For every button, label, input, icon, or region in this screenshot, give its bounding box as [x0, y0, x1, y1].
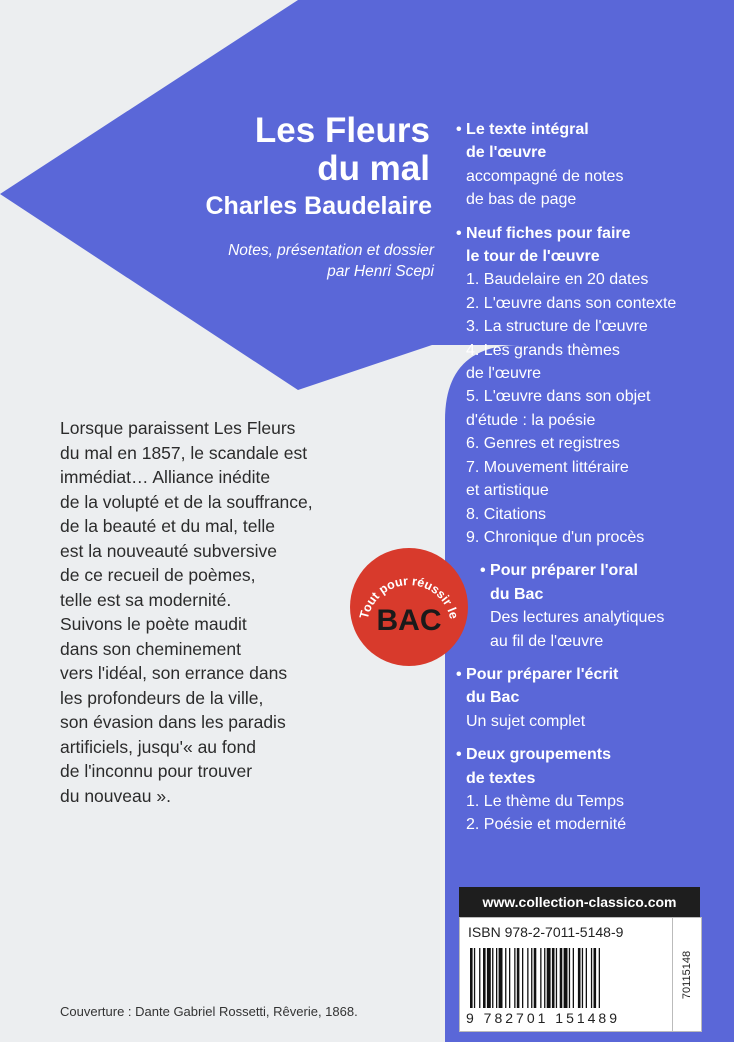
heading-line: du Bac — [490, 585, 544, 603]
feature-detail: accompagné de notes — [466, 167, 624, 185]
barcode-bar — [569, 948, 570, 1008]
barcode-image — [466, 948, 666, 1010]
heading-line: • Pour préparer l'oral — [480, 562, 638, 580]
barcode-bar — [594, 948, 597, 1008]
summary-line: Suivons le poète maudit — [60, 614, 247, 634]
notes-line-1: Notes, présentation et dossier — [228, 242, 434, 259]
feature-section — [456, 222, 734, 550]
barcode-bar — [591, 948, 592, 1008]
barcode-bar — [534, 948, 537, 1008]
feature-heading — [456, 222, 734, 269]
heading-line: de l'œuvre — [466, 144, 547, 162]
list-item: 4. Les grands thèmes — [466, 341, 620, 359]
summary-line: Lorsque paraissent Les Fleurs — [60, 418, 296, 438]
summary-line: les profondeurs de la ville, — [60, 687, 264, 708]
summary-line: de ce recueil de poèmes, — [60, 565, 256, 585]
list-item-cont: et artistique — [466, 482, 549, 500]
barcode-digits: 9 782701 151489 — [466, 1010, 620, 1026]
list-item: 7. Mouvement littéraire — [466, 458, 629, 476]
barcode-bar — [479, 948, 480, 1008]
badge-arc-text: Tout pour réussir le — [356, 574, 462, 621]
list-item-cont: de l'œuvre — [466, 365, 542, 383]
summary-line: son évasion dans les paradis — [60, 712, 286, 732]
summary-line: de la volupté et de la souffrance, — [60, 491, 313, 512]
barcode-bar — [505, 948, 506, 1008]
feature-section — [456, 743, 734, 837]
feature-section — [456, 559, 734, 653]
list-item-cont: d'étude : la poésie — [466, 411, 596, 429]
summary-line: de l'inconnu pour trouver — [60, 761, 253, 781]
barcode-bar — [564, 948, 568, 1008]
cover-credit: Couverture : Dante Gabriel Rossetti, Rêverie, 1868. — [60, 1004, 358, 1019]
side-code: 70115148 — [681, 950, 693, 999]
barcode-bar — [483, 948, 486, 1008]
summary-line: de la beauté et du mal, telle — [60, 516, 276, 536]
barcode-bar — [522, 948, 523, 1008]
barcode-panel — [459, 917, 673, 1032]
isbn-number: ISBN 978-2-7011-5148-9 — [468, 924, 624, 940]
summary-text — [60, 416, 380, 808]
heading-line: • Neuf fiches pour faire — [456, 224, 631, 242]
heading-line: • Deux groupements — [456, 746, 611, 764]
barcode-bar — [517, 948, 520, 1008]
heading-line: du Bac — [466, 689, 520, 707]
barcode-bar — [487, 948, 491, 1008]
barcode-bar — [527, 948, 528, 1008]
summary-line: du nouveau ». — [60, 785, 171, 806]
feature-section — [456, 663, 734, 733]
barcode-bar — [582, 948, 583, 1008]
feature-heading — [456, 743, 734, 790]
barcode-bar — [499, 948, 503, 1008]
feature-detail: de bas de page — [466, 191, 577, 209]
feature-heading — [480, 559, 734, 606]
feature-section — [456, 118, 734, 212]
author-name: Charles Baudelaire — [205, 192, 432, 220]
feature-detail: Un sujet complet — [466, 712, 586, 730]
side-code-box — [672, 917, 702, 1032]
barcode-bar — [573, 948, 574, 1008]
barcode-bar — [540, 948, 541, 1008]
barcode-bar — [474, 948, 475, 1008]
barcode-bar — [578, 948, 581, 1008]
list-item: 5. L'œuvre dans son objet — [466, 388, 651, 406]
bac-badge — [350, 548, 468, 666]
summary-line: est la nouveauté subversive — [60, 540, 277, 561]
barcode-bar — [496, 948, 497, 1008]
feature-heading — [456, 118, 734, 165]
barcode-bar — [509, 948, 510, 1008]
barcode-bar — [544, 948, 545, 1008]
summary-line: telle est sa modernité. — [60, 589, 232, 610]
notes-line-2: par Henri Scepi — [327, 263, 434, 280]
summary-line: vers l'idéal, son errance dans — [60, 663, 288, 683]
barcode-bar — [599, 948, 600, 1008]
list-item: 8. Citations — [466, 505, 547, 523]
heading-line: le tour de l'œuvre — [466, 248, 600, 266]
list-item: 2. L'œuvre dans son contexte — [466, 294, 677, 312]
website-url: www.collection-classico.com — [459, 887, 700, 917]
summary-line: du mal en 1857, le scandale est — [60, 442, 308, 463]
barcode-bar — [492, 948, 493, 1008]
feature-detail: Des lectures analytiques — [490, 609, 665, 627]
barcode-bar — [560, 948, 563, 1008]
summary-line: immédiat… Alliance inédite — [60, 467, 271, 487]
barcode-bar — [470, 948, 473, 1008]
barcode-bar — [552, 948, 555, 1008]
title-line-1: Les Fleurs — [254, 111, 430, 150]
heading-line: de textes — [466, 769, 536, 787]
book-title — [190, 112, 430, 188]
summary-line: dans son cheminement — [60, 638, 241, 659]
heading-line: • Le texte intégral — [456, 121, 589, 138]
barcode-bar — [586, 948, 587, 1008]
barcode-bar — [514, 948, 515, 1008]
feature-heading — [456, 663, 734, 710]
summary-line: artificiels, jusqu'« au fond — [60, 736, 256, 757]
badge-bac-label: BAC — [376, 604, 442, 637]
list-item: 1. Baudelaire en 20 dates — [466, 271, 649, 289]
barcode-bar — [531, 948, 532, 1008]
feature-detail: 2. Poésie et modernité — [466, 816, 627, 834]
notes-credit — [150, 240, 434, 282]
list-item: 6. Genres et registres — [466, 435, 620, 453]
feature-detail: au fil de l'œuvre — [490, 632, 604, 650]
features-list — [456, 118, 734, 847]
barcode-bar — [556, 948, 557, 1008]
title-line-2: du mal — [317, 149, 430, 188]
list-item: 3. La structure de l'œuvre — [466, 318, 648, 336]
heading-line: • Pour préparer l'écrit — [456, 665, 619, 683]
list-item: 9. Chronique d'un procès — [466, 528, 645, 546]
barcode-bar — [547, 948, 551, 1008]
feature-detail: 1. Le thème du Temps — [466, 792, 625, 810]
